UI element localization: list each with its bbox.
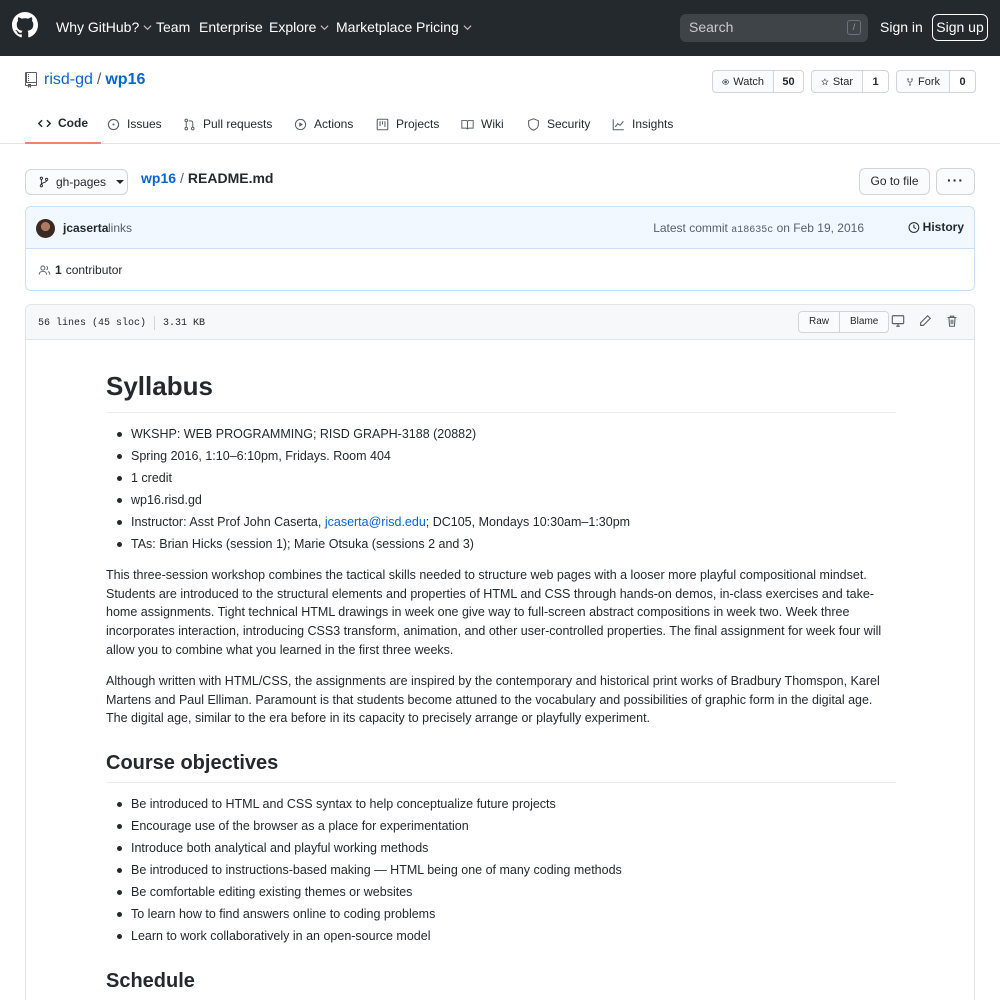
branch-icon: [38, 176, 50, 188]
breadcrumb-repo-link[interactable]: wp16: [141, 170, 177, 186]
trash-icon[interactable]: [945, 314, 959, 328]
list-item: Be comfortable editing existing themes or websites: [131, 883, 896, 902]
nav-pricing[interactable]: Pricing: [416, 19, 472, 35]
code-icon: [38, 117, 51, 130]
list-item: Be introduced to HTML and CSS syntax to help conceptualize future projects: [131, 795, 896, 814]
fork-count[interactable]: 0: [950, 71, 975, 92]
nav-team[interactable]: Team: [156, 19, 191, 35]
repo-name-link[interactable]: wp16: [105, 71, 146, 88]
file-size: 3.31 KB: [163, 317, 206, 329]
chevron-down-icon: [463, 23, 472, 32]
tab-wiki[interactable]: Wiki: [461, 104, 504, 144]
list-item: Encourage use of the browser as a place for experimentation: [131, 817, 896, 836]
breadcrumb-file: README.md: [187, 170, 274, 186]
file-actions-group: [798, 311, 889, 333]
watch-button[interactable]: Watch: [713, 71, 774, 92]
search-shortcut-badge: /: [847, 20, 861, 35]
graph-icon: [612, 118, 625, 131]
repo-icon: [24, 72, 38, 88]
commit-sha-link[interactable]: a18635c: [731, 225, 774, 236]
caret-down-icon: [116, 180, 124, 184]
list-item-instructor: Instructor: Asst Prof John Caserta, jcaserta@risd.edu; DC105, Mondays 10:30am–1:30pm: [131, 513, 896, 532]
fork-button-group: [896, 70, 976, 93]
file-viewer: [25, 304, 975, 1000]
watch-count[interactable]: 50: [774, 71, 803, 92]
people-icon: [38, 264, 51, 277]
pull-request-icon: [183, 118, 196, 131]
file-info: [38, 316, 205, 330]
list-item: TAs: Brian Hicks (session 1); Marie Otsuka (sessions 2 and 3): [131, 535, 896, 554]
contributors-link[interactable]: 1 contributor: [38, 263, 122, 277]
list-item: wp16.risd.gd: [131, 491, 896, 510]
readme-title: Syllabus: [106, 369, 896, 413]
list-item: WKSHP: WEB PROGRAMMING; RISD GRAPH-3188 (20882): [131, 425, 896, 444]
tab-insights[interactable]: Insights: [612, 104, 673, 144]
raw-button[interactable]: Raw: [809, 316, 830, 327]
latest-commit-info: Latest commit a18635c on Feb 19, 2016: [653, 221, 864, 236]
list-item: Introduce both analytical and playful working methods: [131, 839, 896, 858]
commit-author-link[interactable]: jcaserta: [63, 221, 109, 235]
blame-button[interactable]: Blame: [839, 312, 888, 332]
instructor-email-link[interactable]: jcaserta@risd.edu: [324, 514, 426, 529]
commit-box: [25, 206, 975, 291]
branch-select-button[interactable]: gh-pages: [25, 169, 128, 195]
breadcrumb-separator: /: [180, 170, 184, 186]
list-item: To learn how to find answers online to coding problems: [131, 905, 896, 924]
list-item: Be introduced to instructions-based making — HTML being one of many coding methods: [131, 861, 896, 880]
nav-why-github[interactable]: Why GitHub?: [56, 19, 152, 35]
fork-icon: [906, 76, 914, 88]
list-item: Spring 2016, 1:10–6:10pm, Fridays. Room 404: [131, 447, 896, 466]
star-count[interactable]: 1: [863, 71, 888, 92]
site-header: [0, 0, 1000, 56]
shield-icon: [527, 118, 540, 131]
more-options-button[interactable]: ···: [936, 168, 975, 195]
chevron-down-icon: [320, 23, 329, 32]
nav-explore[interactable]: Explore: [269, 19, 329, 35]
latest-commit-bar: [26, 207, 975, 249]
tab-code[interactable]: Code: [25, 104, 101, 144]
sign-in-link[interactable]: Sign in: [880, 19, 923, 35]
file-header: [26, 305, 975, 340]
star-button-group: [811, 70, 889, 93]
pencil-icon[interactable]: [918, 314, 932, 328]
paragraph: Although written with HTML/CSS, the assignments are inspired by the contemporary and historical print works of Bradbury Thomspon, Karel Martens and Paul Elliman. Paramount is that students become attuned to the vocabulary and possibilities of graphic form in the digital age. The digital age, similar to the era before in its capacity to precisely arrange or playfully experiment.: [106, 673, 880, 726]
book-icon: [461, 118, 474, 131]
tab-issues[interactable]: Issues: [107, 104, 162, 144]
objectives-list: [106, 795, 896, 946]
tab-security[interactable]: Security: [527, 104, 590, 144]
commit-message-link[interactable]: links: [108, 221, 133, 235]
tab-actions[interactable]: Actions: [294, 104, 353, 144]
breadcrumb: [141, 170, 273, 186]
avatar[interactable]: [36, 219, 55, 238]
history-icon: [907, 221, 920, 234]
eye-icon: [722, 76, 729, 88]
search-input[interactable]: Search /: [680, 14, 868, 42]
history-link[interactable]: History: [907, 220, 964, 234]
desktop-icon[interactable]: [891, 314, 905, 328]
list-item: 1 credit: [131, 469, 896, 488]
play-icon: [294, 118, 307, 131]
project-icon: [376, 118, 389, 131]
star-button[interactable]: Star: [812, 71, 863, 92]
nav-marketplace[interactable]: Marketplace: [336, 19, 413, 35]
go-to-file-button[interactable]: Go to file: [859, 168, 930, 195]
course-info-list: [106, 425, 896, 554]
repo-owner-link[interactable]: risd-gd: [44, 71, 93, 88]
repo-title: [24, 71, 145, 89]
readme-content: [106, 353, 896, 1000]
tab-projects[interactable]: Projects: [376, 104, 439, 144]
paragraph: This three-session workshop combines the tactical skills needed to structure web pages with a looser more playful compositional mindset. Students are introduced to the structural elements and properties of HTML and CSS through hands-on demos, in-class exercises and take-home assignments. Tight technical HTML drawings in week one give way to full-screen abstract compositions in week two. Week three incorporates interaction, introducing CSS3 transform, animation, and other user-controlled properties. The final assignment for week four will allow you to combine what you learned in the first three weeks.: [106, 567, 882, 657]
repo-separator: /: [96, 71, 102, 88]
issue-icon: [107, 118, 120, 131]
repo-tabs: [0, 104, 1000, 144]
chevron-down-icon: [143, 23, 152, 32]
file-info-divider: [154, 316, 155, 330]
tab-pull-requests[interactable]: Pull requests: [183, 104, 272, 144]
sign-up-button[interactable]: Sign up: [932, 14, 988, 41]
file-line-count: 56 lines (45 sloc): [38, 317, 147, 329]
nav-enterprise[interactable]: Enterprise: [199, 19, 263, 35]
star-icon: [821, 76, 829, 88]
schedule-heading: Schedule: [106, 968, 896, 1000]
github-logo-icon[interactable]: [12, 12, 38, 38]
fork-button[interactable]: Fork: [897, 71, 950, 92]
objectives-heading: Course objectives: [106, 750, 896, 783]
list-item: Learn to work collaboratively in an open-source model: [131, 927, 896, 946]
watch-button-group: [712, 70, 804, 93]
